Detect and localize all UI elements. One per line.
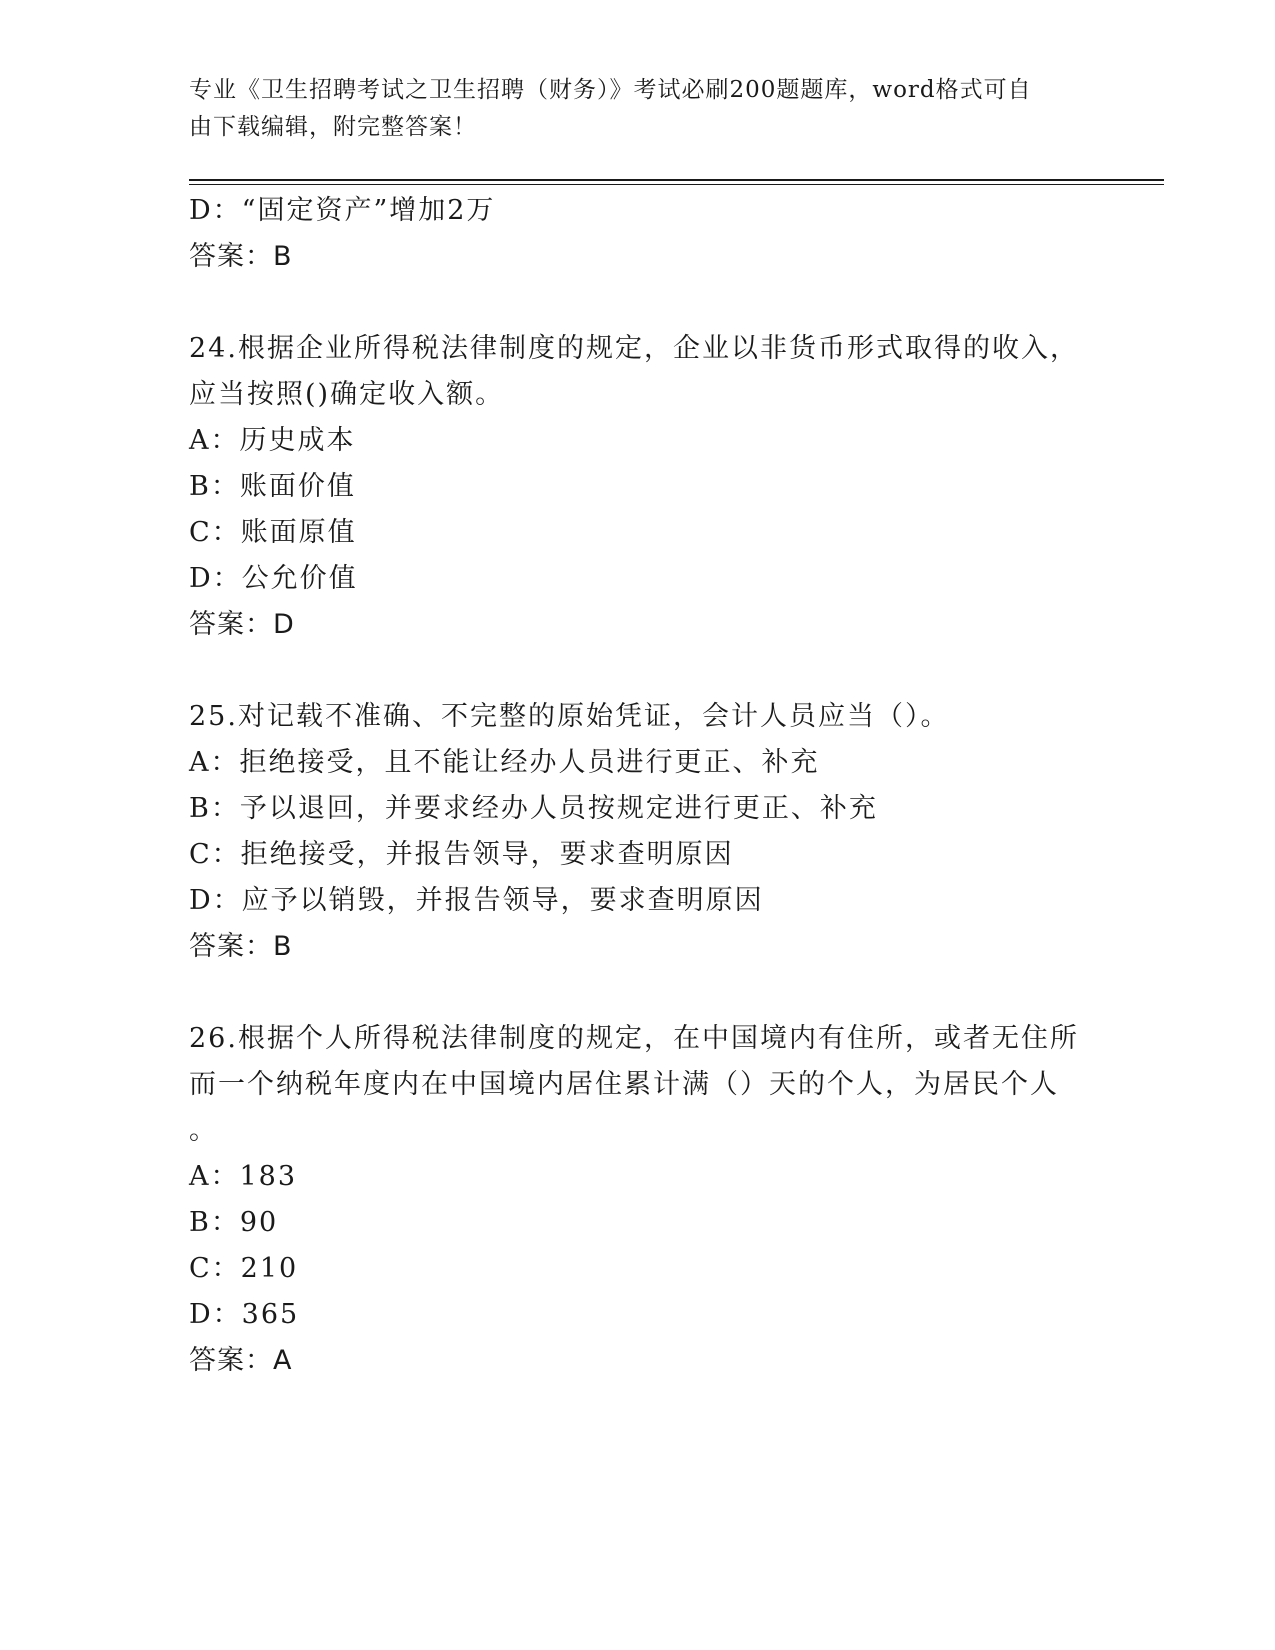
question-list [189,188,1089,1384]
option-a: A：拒绝接受，且不能让经办人员进行更正、补充 [189,747,820,778]
question-25 [189,694,1089,970]
question-stem: 。 [189,1115,218,1146]
option-c: C：账面原值 [189,517,357,548]
question-26 [189,1016,1089,1384]
option-b: B：予以退回，并要求经办人员按规定进行更正、补充 [189,793,878,824]
answer-label: 答案：B [189,241,293,272]
spacer [189,648,1089,694]
header-line-2: 由下载编辑，附完整答案！ [189,114,477,140]
document-header [189,72,1079,146]
answer-label: 答案：D [189,609,295,640]
option-b: B：账面价值 [189,471,356,502]
prev-question-tail [189,188,1089,280]
option-d: D：“固定资产”增加2万 [189,195,496,226]
question-stem: 应当按照()确定收入额。 [189,379,505,410]
question-24 [189,326,1089,648]
answer-label: 答案：B [189,931,293,962]
header-divider-thin [189,184,1164,185]
option-a: A：183 [189,1161,298,1192]
option-d: D：公允价值 [189,563,358,594]
question-stem: 而一个纳税年度内在中国境内居住累计满（）天的个人，为居民个人 [189,1069,1059,1100]
option-a: A：历史成本 [189,425,356,456]
spacer [189,970,1089,1016]
answer-label: 答案：A [189,1345,293,1376]
option-c: C：拒绝接受，并报告领导，要求查明原因 [189,839,734,870]
question-stem: 26.根据个人所得税法律制度的规定，在中国境内有住所，或者无住所 [189,1023,1079,1054]
option-c: C：210 [189,1253,299,1284]
spacer [189,280,1089,326]
header-divider-thick [189,179,1164,181]
option-d: D：应予以销毁，并报告领导，要求查明原因 [189,885,764,916]
question-stem: 24.根据企业所得税法律制度的规定，企业以非货币形式取得的收入， [189,333,1079,364]
header-line-1: 专业《卫生招聘考试之卫生招聘（财务）》考试必刷200题题库，word格式可自 [189,77,1032,103]
option-d: D：365 [189,1299,300,1330]
question-stem: 25.对记载不准确、不完整的原始凭证，会计人员应当（）。 [189,701,950,732]
option-b: B：90 [189,1207,279,1238]
